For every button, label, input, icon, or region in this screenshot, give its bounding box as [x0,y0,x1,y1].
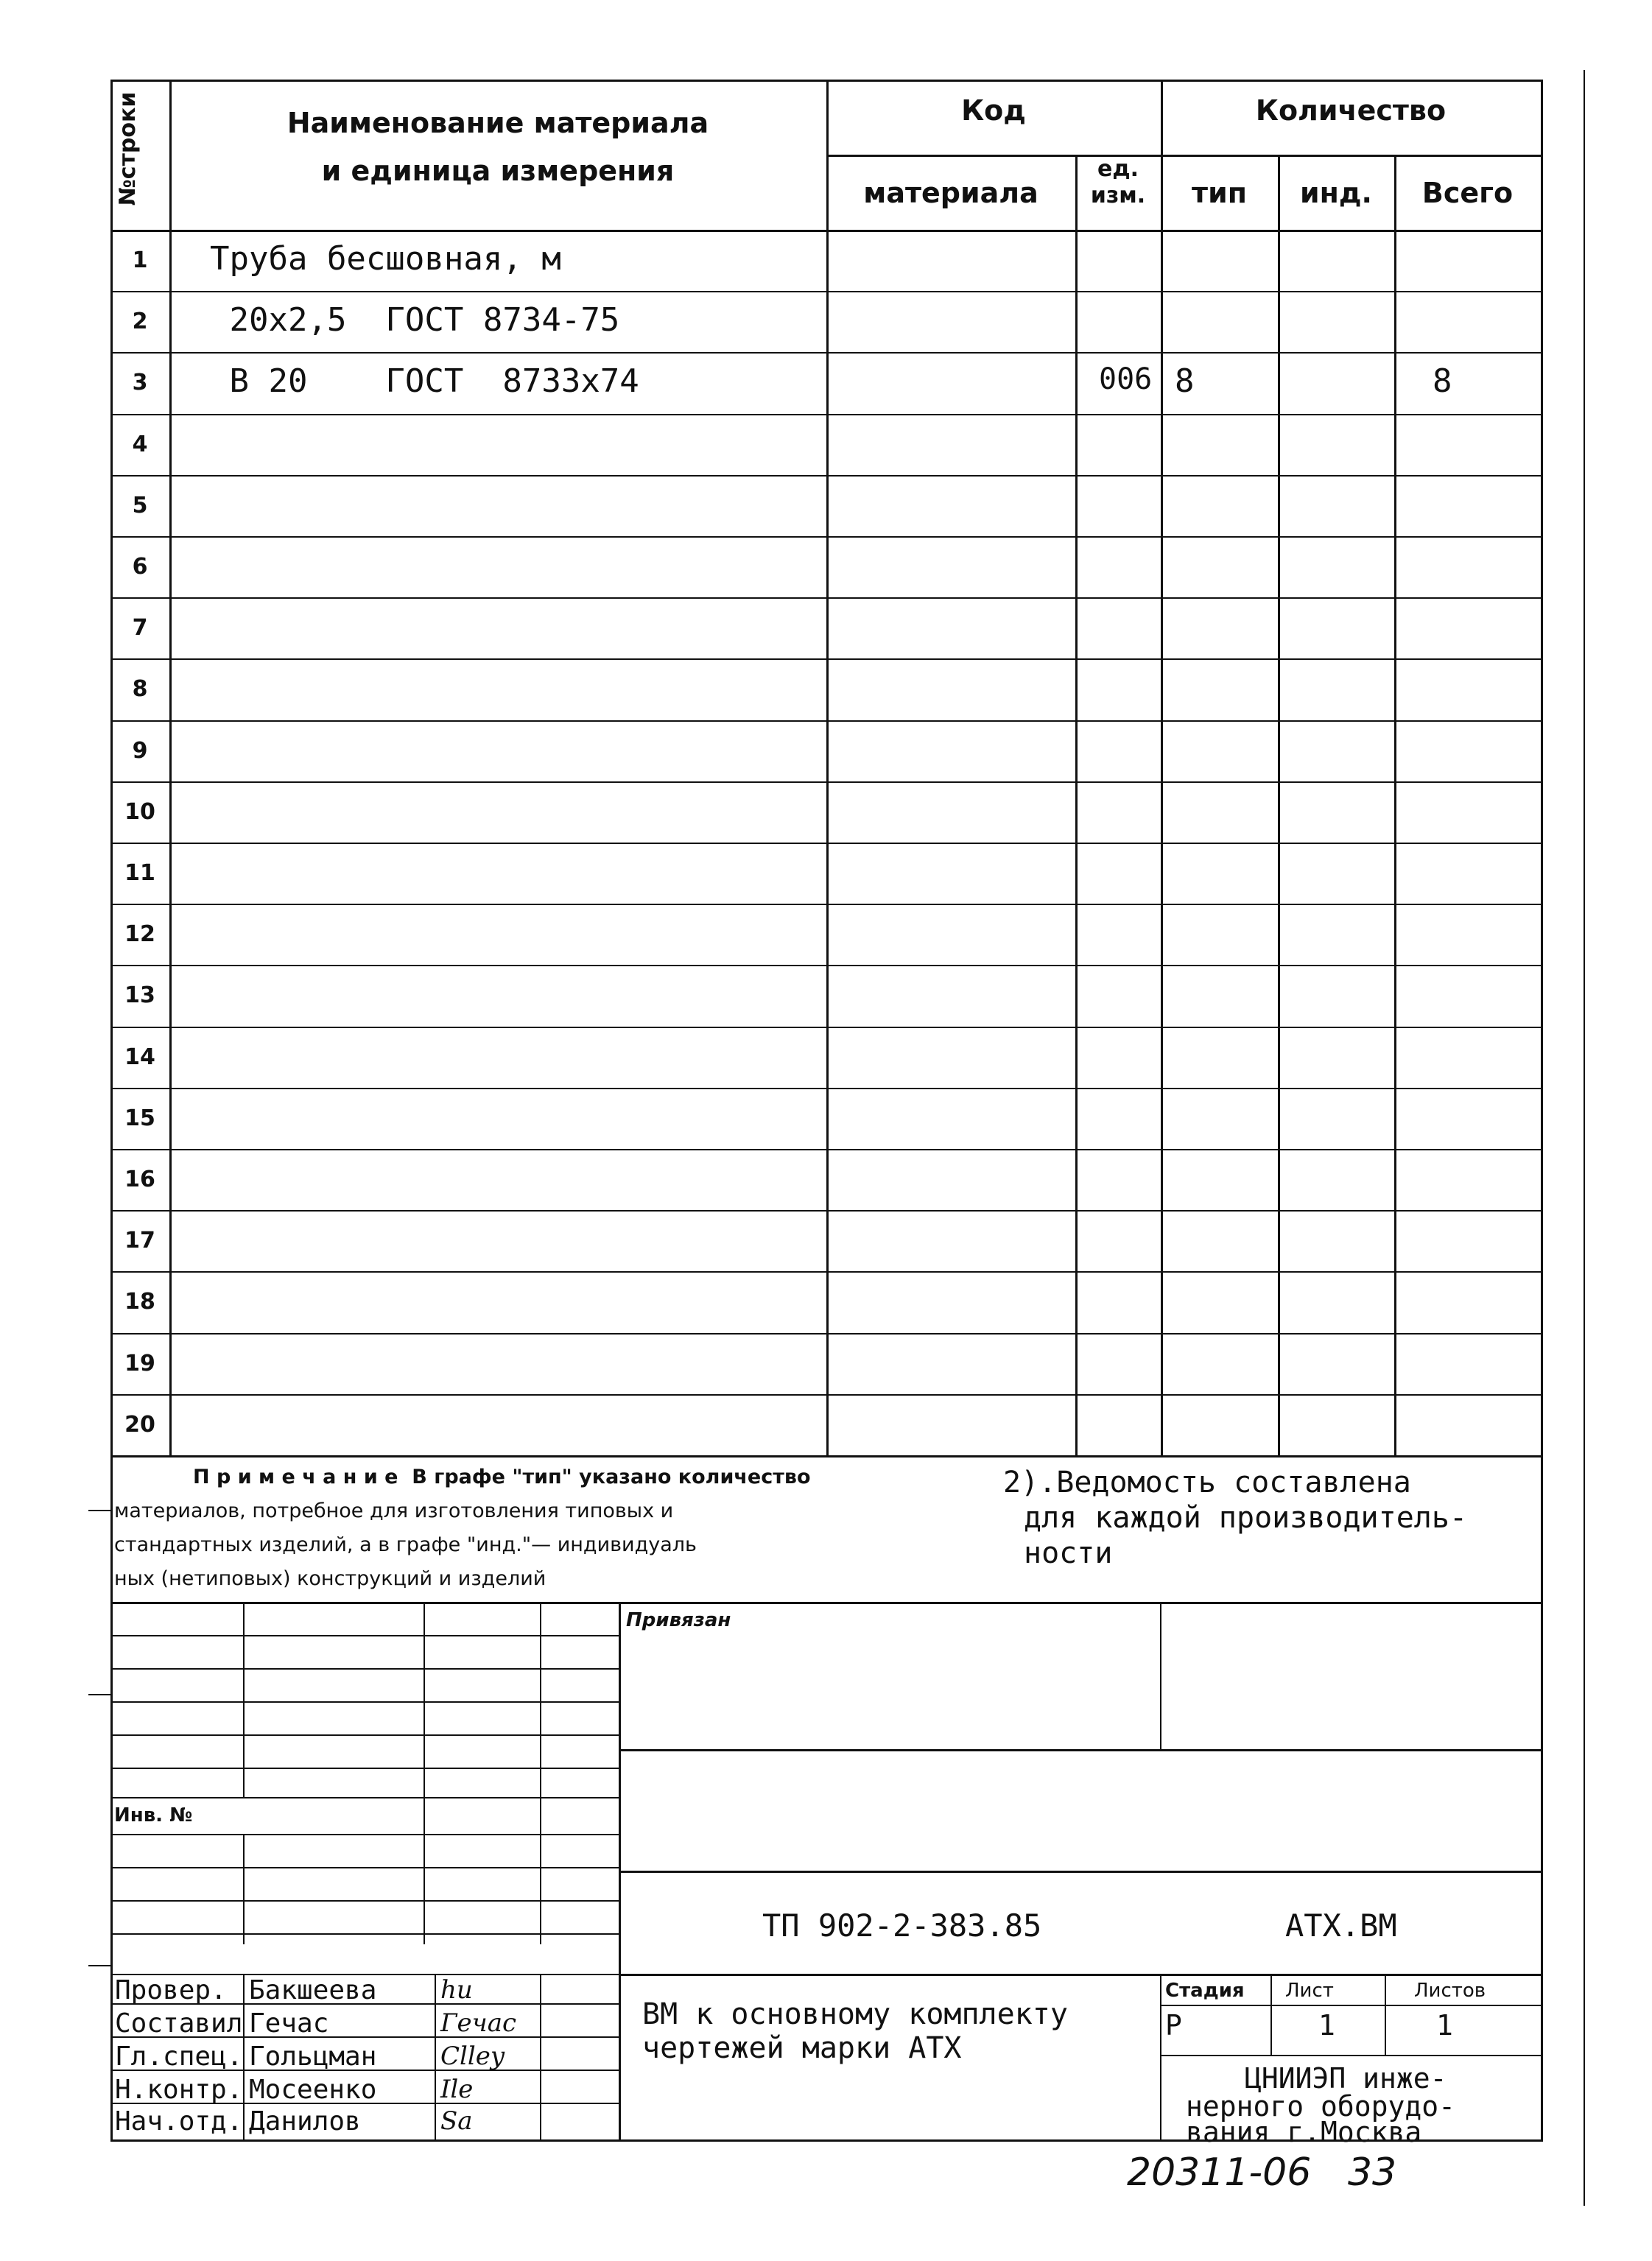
header-quantity: Количество [1255,94,1447,127]
inv-no-label: Инв. № [114,1804,193,1826]
row-separator [110,352,1541,354]
row-total-cell: 8 [1433,362,1452,400]
margin-tick-3 [88,1965,110,1966]
sheets-value: 1 [1436,2009,1453,2042]
row-number: 18 [124,1289,155,1315]
row-separator [110,965,1541,966]
stamp-row-line [110,1602,619,1603]
doc-title-1: ВМ к основному комплекту [642,1997,1068,2031]
row-separator [110,1394,1541,1396]
stamp-signer-col-name [435,1974,436,2139]
row-number-label: №строки [115,91,141,206]
stamp-left-col2 [423,1602,425,1944]
row-separator [110,1333,1541,1335]
note-right-3: ности [1024,1536,1113,1570]
frame-top [110,80,1541,82]
row-name-cell: 20x2,5 ГОСТ 8734-75 [210,301,620,339]
signer-role: Составил [115,2008,243,2039]
note-right-2: для каждой производитель- [1024,1501,1468,1535]
attached-bottom [619,1749,1541,1751]
code-top [619,1871,1541,1873]
note-left-2: материалов, потребное для изготовления типовых и [114,1499,674,1522]
row-separator [110,1149,1541,1150]
signer-role: Гл.спец. [115,2042,243,2072]
row-separator [110,475,1541,477]
sheet-value: 1 [1318,2009,1335,2042]
stamp-signer-col-role [243,1974,245,2139]
col-sep-rowno [169,80,172,1455]
header-name-line2: и единица измерения [321,155,675,187]
header-bottom-line [110,230,1541,232]
attached-label: Привязан [626,1609,731,1631]
row-number: 8 [132,676,148,702]
row-number: 3 [132,370,148,395]
stage-header-line [1160,2005,1541,2006]
org-line-1: ЦНИИЭП инже- [1245,2062,1447,2095]
stamp-left-col3 [540,1602,541,1944]
row-number: 4 [132,432,148,457]
header-name-line1: Наименование материала [287,107,709,139]
signer-name: Мосеенко [249,2075,377,2105]
note-right-1: 2).Ведомость составлена [1003,1466,1411,1499]
archive-number: 20311-06 33 [1127,2151,1397,2195]
signer-role: Нач.отд. [115,2106,243,2137]
stamp-row-line [110,1635,619,1636]
row-number: 14 [124,1044,155,1070]
margin-tick-1 [88,1510,110,1511]
signature: hu [440,1975,473,2005]
row-separator [110,414,1541,415]
row-unit-cell: 006 [1099,362,1153,396]
margin-tick-2 [88,1694,110,1695]
row-separator [110,1027,1541,1028]
stage-sep-2 [1385,1974,1386,2055]
sheet-edge-right [1584,70,1585,2206]
col-sep-material [1075,155,1078,1455]
row-number: 17 [124,1228,155,1253]
row-number: 13 [124,982,155,1008]
row-separator [110,843,1541,844]
row-type-cell: 8 [1175,362,1195,400]
row-separator [110,1271,1541,1273]
row-separator [110,597,1541,599]
signer-name: Гольцман [249,2042,377,2072]
stamp-row-line [110,1734,619,1736]
row-number: 16 [124,1167,155,1192]
row-number: 12 [124,921,155,947]
row-separator [110,720,1541,722]
col-sep-name [826,80,829,1455]
header-qty-total: Всего [1421,177,1514,209]
header-code: Код [961,94,1026,127]
row-separator [110,536,1541,538]
note-left-1: П р и м е ч а н и е В графе "тип" указано количество [193,1466,811,1488]
doc-mark: АТХ.ВМ [1285,1907,1397,1944]
sheet-label: Лист [1285,1980,1334,2002]
header-code-unit: ед. изм. [1090,156,1146,208]
row-number: 15 [124,1105,155,1131]
stamp-row-line [110,1668,619,1670]
row-number: 7 [132,615,148,641]
frame-left [110,80,113,2142]
signature: Ile [440,2075,474,2104]
row-separator [110,1210,1541,1212]
stamp-left-col1b [243,1834,245,1944]
signature: Гечас [440,2008,517,2038]
row-separator [110,781,1541,783]
stage-label: Стадия [1165,1980,1245,2002]
row-number: 11 [124,860,155,886]
row-name-cell: Труба бесшовная, м [210,240,561,278]
row-separator [110,1088,1541,1089]
signer-name: Бакшеева [249,1975,377,2005]
signer-role: Н.контр. [115,2075,243,2105]
row-separator [110,291,1541,292]
stamp-row-line [110,1768,619,1769]
col-sep-ind [1394,155,1396,1455]
stage-block-left [1160,1974,1161,2139]
doc-code: ТП 902-2-383.85 [762,1907,1042,1944]
code-bottom [619,1974,1541,1976]
row-number: 1 [132,247,148,273]
note-left-3: стандартных изделий, а в графе "инд."— индивидуаль [114,1533,697,1556]
stamp-row-line [110,1701,619,1703]
row-number: 20 [124,1412,155,1438]
col-sep-unit [1161,80,1163,1455]
stamp-row-line [110,1834,619,1835]
row-name-cell: В 20 ГОСТ 8733x74 [210,362,639,400]
table-bottom-line [110,1455,1541,1457]
row-number: 10 [124,799,155,825]
row-number: 6 [132,554,148,580]
row-number: 2 [132,309,148,334]
row-separator [110,658,1541,660]
org-line-2: нерного оборудо- [1186,2090,1456,2123]
header-mid-line [826,155,1541,157]
stage-value: Р [1165,2009,1182,2042]
header-qty-ind: инд. [1299,177,1372,209]
stage-value-line [1160,2055,1541,2056]
sheets-label: Листов [1414,1980,1486,2002]
signer-role: Провер. [115,1975,227,2005]
frame-right [1541,80,1543,2142]
doc-title-2: чертежей марки АТХ [642,2031,962,2065]
row-separator [110,904,1541,905]
org-line-3: вания г.Москва [1186,2116,1422,2148]
stamp-signer-col-sign [540,1974,541,2139]
note-left-4: ных (нетиповых) конструкций и изделий [114,1567,546,1590]
stamp-row-line [110,1933,619,1935]
stamp-row-line [110,1900,619,1902]
signature: Clley [440,2042,505,2071]
header-code-material: материала [863,177,1038,209]
col-sep-type [1278,155,1280,1455]
row-number: 9 [132,738,148,764]
signature: Sa [440,2106,473,2136]
stamp-row-line [110,1867,619,1868]
row-number: 19 [124,1351,155,1376]
signer-name: Данилов [249,2106,361,2137]
row-number: 5 [132,493,148,518]
header-qty-type: тип [1192,177,1247,209]
attached-sep [1160,1602,1161,1749]
signer-name: Гечас [249,2008,329,2039]
stamp-row-line [110,1797,619,1798]
stage-sep-1 [1270,1974,1272,2055]
